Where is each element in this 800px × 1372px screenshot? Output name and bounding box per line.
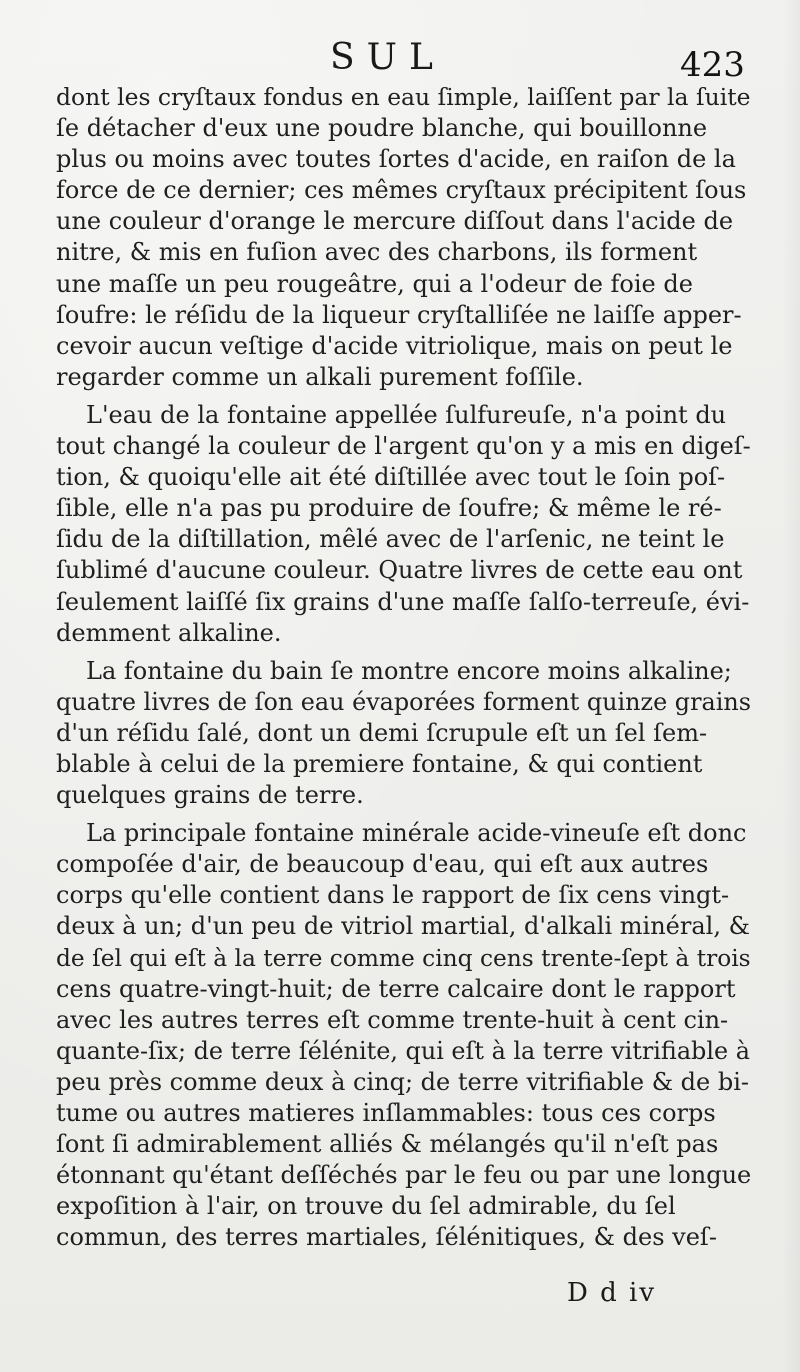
text-line: cens quatre-vingt-huit; de terre calcaire dont le rapport bbox=[56, 974, 736, 1003]
text-line: tion, & quoiqu'elle ait été diſtillée avec tout le ſoin poſ- bbox=[56, 463, 726, 492]
paragraph-4 bbox=[56, 818, 751, 1253]
text-line: demment alkaline. bbox=[56, 618, 282, 647]
text-line: peu près comme deux à cinq; de terre vitrifiable & de bi- bbox=[56, 1067, 750, 1096]
text-line: plus ou moins avec toutes ſortes d'acide, en raiſon de la bbox=[56, 145, 736, 174]
text-line: cevoir aucun veſtige d'acide vitriolique, mais on peut le bbox=[56, 331, 733, 360]
text-line: quelques grains de terre. bbox=[56, 781, 364, 810]
text-line: blable à celui de la premiere fontaine, & qui contient bbox=[56, 749, 703, 778]
body-text bbox=[56, 82, 751, 1253]
text-line: une couleur d'orange le mercure diſſout dans l'acide de bbox=[56, 207, 734, 236]
text-line: quatre livres de ſon eau évaporées forment quinze grains bbox=[56, 687, 751, 716]
text-line: ſoufre: le réſidu de la liqueur cryſtalliſée ne laiſſe apper- bbox=[56, 300, 742, 329]
text-line: ſont ſi admirablement alliés & mélangés qu'il n'eſt pas bbox=[56, 1130, 719, 1159]
text-line: de ſel qui eſt à la terre comme cinq cens trente-ſept à trois bbox=[56, 944, 751, 972]
text-line: ſible, elle n'a pas pu produire de ſoufre; & même le ré- bbox=[56, 494, 722, 523]
text-line: expoſition à l'air, on trouve du ſel admirable, du ſel bbox=[56, 1192, 676, 1221]
text-line: regarder comme un alkali purement foſſile. bbox=[56, 362, 584, 391]
paragraph-1 bbox=[56, 82, 751, 393]
text-line: La fontaine du bain ſe montre encore moins alkaline; bbox=[86, 656, 732, 685]
text-line: corps qu'elle contient dans le rapport de ſix cens vingt- bbox=[56, 881, 730, 910]
text-line: commun, des terres martiales, ſélénitiques, & des veſ- bbox=[56, 1223, 717, 1252]
text-line: quante-ſix; de terre ſélénite, qui eſt à la terre vitrifiable à bbox=[56, 1036, 750, 1065]
text-line: nitre, & mis en fuſion avec des charbons, ils forment bbox=[56, 238, 698, 267]
text-line: avec les autres terres eſt comme trente-huit à cent cin- bbox=[56, 1005, 729, 1034]
paragraph-2 bbox=[56, 400, 751, 649]
text-line: ſeulement laiſſé ſix grains d'une maſſe ſalſo-terreuſe, évi- bbox=[56, 587, 750, 616]
text-line: L'eau de la fontaine appellée ſulfureuſe, n'a point du bbox=[86, 400, 727, 429]
printer-signature: D d iv bbox=[567, 1278, 657, 1308]
text-line: ſidu de la diſtillation, mêlé avec de l'arſenic, ne teint le bbox=[56, 525, 725, 554]
page-edge-shadow bbox=[782, 0, 800, 1372]
text-line: une maſſe un peu rougeâtre, qui a l'odeur de foie de bbox=[56, 269, 693, 298]
text-line: tume ou autres matieres inſlammables: tous ces corps bbox=[56, 1099, 716, 1127]
text-line: compoſée d'air, de beaucoup d'eau, qui eſt aux autres bbox=[56, 850, 709, 879]
page-number: 423 bbox=[680, 45, 745, 85]
text-line: tout changé la couleur de l'argent qu'on y a mis en digeſ- bbox=[56, 432, 751, 461]
text-line: deux à un; d'un peu de vitriol martial, d'alkali minéral, & bbox=[56, 912, 750, 941]
running-head: SUL bbox=[330, 37, 445, 78]
text-line: d'un réſidu ſalé, dont un demi ſcrupule eſt un ſel ſem- bbox=[56, 718, 708, 747]
paragraph-3 bbox=[56, 656, 751, 811]
text-line: ſe détacher d'eux une poudre blanche, qui bouillonne bbox=[56, 114, 708, 143]
text-line: force de ce dernier; ces mêmes cryſtaux précipitent ſous bbox=[56, 176, 747, 205]
text-line: étonnant qu'étant deſſéchés par le feu ou par une longue bbox=[56, 1161, 752, 1190]
text-line: La principale fontaine minérale acide-vineuſe eſt donc bbox=[86, 819, 747, 848]
text-line: dont les cryſtaux fondus en eau ſimple, laiſſent par la ſuite bbox=[56, 83, 751, 111]
text-line: ſublimé d'aucune couleur. Quatre livres de cette eau ont bbox=[56, 556, 743, 585]
